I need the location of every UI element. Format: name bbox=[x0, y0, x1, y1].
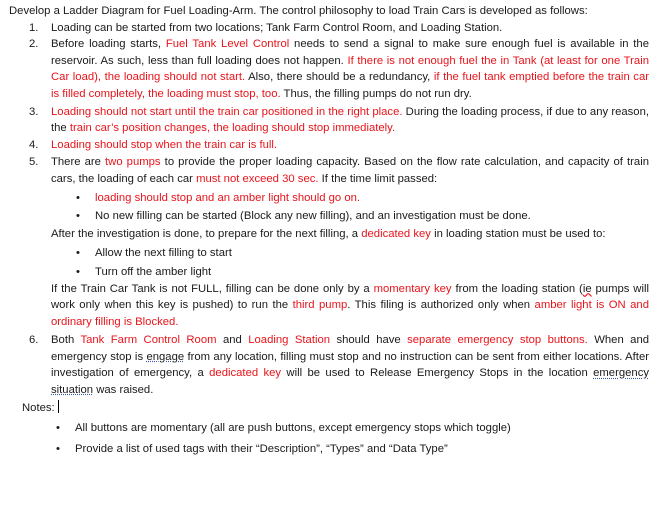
bullet-item bbox=[9, 264, 649, 281]
text: from any location, filling must stop and no instruction can be sent from either locations. After investigation of emergency, a bbox=[51, 350, 649, 380]
text: and bbox=[216, 334, 249, 347]
paragraph bbox=[9, 281, 649, 331]
spellcheck-word: ie bbox=[582, 282, 592, 295]
item-number: 2. bbox=[29, 38, 39, 51]
intro-line: Develop a Ladder Diagram for Fuel Loading-Arm. The control philosophy to load Train Cars is developed as follows: bbox=[9, 5, 588, 17]
text: There are bbox=[51, 156, 106, 169]
highlight: two pumps bbox=[105, 156, 161, 169]
grammar-word: emergency situation bbox=[51, 367, 649, 397]
text: in loading station must be used to: bbox=[430, 227, 606, 240]
text: to provide the proper loading capacity. Based on the flow rate calculation, and capacity of train cars, the loading of each car bbox=[51, 156, 649, 185]
text: pumps will work only when this key is pushed) to run the bbox=[51, 282, 649, 312]
text: should have bbox=[330, 334, 408, 347]
item-number: 3. bbox=[29, 105, 39, 118]
text: Provide a list of used tags with their “Description”, “Types” and “Data Type” bbox=[75, 442, 448, 455]
highlight: Loading Station bbox=[248, 334, 331, 347]
highlight: third pump bbox=[292, 299, 348, 312]
text: If the Train Car Tank is not FULL, filling can be done only by a bbox=[51, 282, 374, 295]
text: During the loading process, if due to any reason, the bbox=[51, 105, 649, 135]
notes-label: Notes: bbox=[22, 401, 55, 414]
text: After the investigation is done, to prepare for the next filling, a bbox=[51, 227, 362, 240]
highlight: if the fuel tank emptied before the train car is filled completely, the loading must stop, too. bbox=[51, 71, 649, 100]
bullet-item bbox=[9, 245, 649, 262]
text: All buttons are momentary (all are push buttons, except emergency stops which toggle) bbox=[75, 422, 511, 435]
highlight: momentary key bbox=[373, 282, 452, 295]
text: from the loading station ( bbox=[451, 282, 583, 295]
note-item bbox=[9, 420, 649, 437]
text: No new filling can be started (Block any new filling), and an investigation must be done. bbox=[95, 210, 531, 223]
highlight: train car’s position changes, the loading should stop immediately. bbox=[69, 122, 396, 135]
text: Thus, the filling pumps do not run dry. bbox=[280, 87, 472, 100]
highlight: separate emergency stop buttons. bbox=[407, 334, 588, 347]
bullet: • bbox=[76, 247, 80, 260]
paragraph bbox=[9, 226, 649, 243]
note-item bbox=[9, 441, 649, 458]
text: Also, there should be a redundancy, bbox=[245, 71, 434, 84]
bullet: • bbox=[76, 265, 80, 278]
highlight: amber light is ON and ordinary filling is Blocked. bbox=[51, 299, 649, 328]
highlight: Loading should not start until the train car positioned in the right place. bbox=[51, 105, 403, 118]
bullet-item bbox=[9, 208, 649, 225]
list-item-5 bbox=[9, 154, 649, 187]
bullet: • bbox=[76, 210, 80, 223]
highlight: must not exceed 30 sec. bbox=[196, 172, 319, 185]
text: Allow the next filling to start bbox=[95, 247, 232, 260]
text-cursor bbox=[58, 400, 59, 413]
text: Turn off the amber light bbox=[95, 265, 212, 278]
text: . This filing is authorized only when bbox=[347, 299, 535, 312]
text: If the time limit passed: bbox=[318, 172, 438, 185]
list-item-2 bbox=[9, 36, 649, 102]
text: Both bbox=[51, 334, 81, 347]
text: When and emergency stop is bbox=[51, 334, 650, 363]
highlight: Loading should stop when the train car is full. bbox=[51, 138, 278, 151]
bullet: • bbox=[76, 191, 80, 204]
list-item-1 bbox=[9, 20, 649, 37]
list-item-4 bbox=[9, 137, 649, 154]
item-number: 6. bbox=[29, 334, 39, 347]
bullet: • bbox=[56, 422, 60, 435]
list-item-6 bbox=[9, 332, 649, 398]
item-number: 1. bbox=[29, 21, 39, 34]
text: will be used to Release Emergency Stops in the location bbox=[281, 367, 594, 380]
highlight: Fuel Tank Level Control bbox=[165, 38, 290, 51]
item-number: 5. bbox=[29, 156, 39, 169]
highlight: loading should stop and an amber light should go on. bbox=[95, 191, 361, 204]
notes-heading bbox=[9, 400, 649, 417]
text: was raised. bbox=[93, 384, 154, 397]
highlight: dedicated key bbox=[209, 367, 282, 380]
text: Before loading starts, bbox=[51, 38, 166, 51]
bullet: • bbox=[56, 442, 60, 455]
bullet-item bbox=[9, 190, 649, 207]
text: needs to send a signal to make sure enough fuel is available in the reservoir. As such, less than full loading does not happen. bbox=[51, 38, 649, 67]
highlight: Tank Farm Control Room bbox=[80, 334, 217, 347]
item-text: Loading can be started from two locations; Tank Farm Control Room, and Loading Station. bbox=[51, 21, 503, 34]
document bbox=[9, 3, 649, 457]
highlight: If there is not enough fuel the in Tank (at least for one Train Car load), the loading should not start. bbox=[51, 54, 649, 84]
highlight: dedicated key bbox=[361, 227, 431, 240]
item-number: 4. bbox=[29, 138, 39, 151]
grammar-word: engage bbox=[146, 350, 185, 363]
list-item-3 bbox=[9, 104, 649, 137]
